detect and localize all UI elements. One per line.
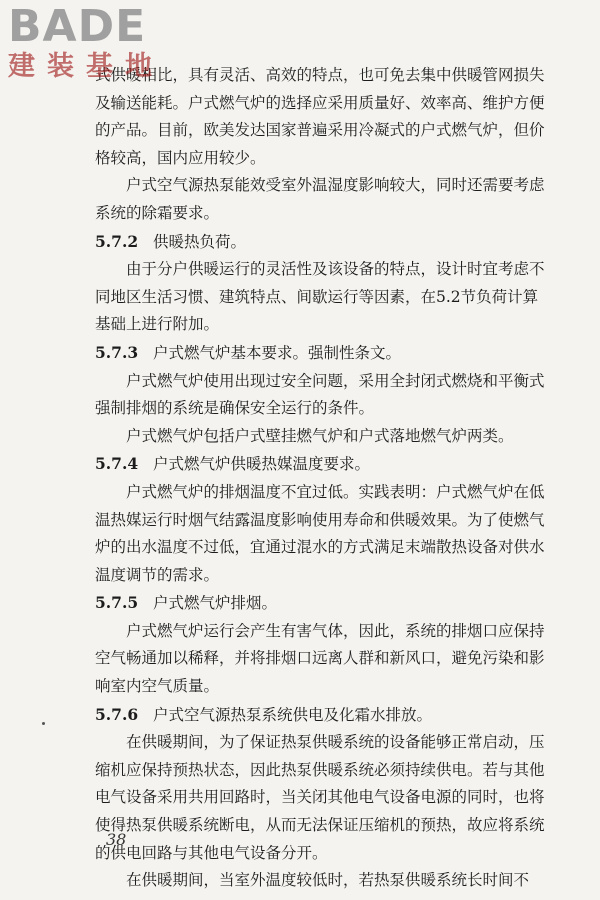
section-title: 供暖热负荷。 <box>153 232 247 251</box>
page-number: 38 <box>106 830 127 849</box>
body-paragraph: 户式燃气炉包括户式壁挂燃气炉和户式落地燃气炉两类。 <box>126 426 514 445</box>
section-heading <box>95 701 550 730</box>
watermark-latin-text: BADE <box>8 1 147 52</box>
section-number: 5.7.4 <box>95 454 139 474</box>
body-paragraph: 在供暖期间，当室外温度较低时，若热泵供暖系统长时间不 <box>126 871 530 890</box>
section-number: 5.7.3 <box>95 342 139 362</box>
body-paragraph: 在供暖期间，为了保证热泵供暖系统的设备能够正常启动，压缩机应保持预热状态，因此热泵供暖系统必须持续供电。若与其他电气设备采用共用回路时，当关闭其他电气设备电源的同时，也将使得热泵供暖系统断电，从而无法保证压缩机的预热，故应将系统的供电回路与其他电气设备分开。 <box>95 733 545 862</box>
section-heading <box>95 589 550 618</box>
bade-watermark-logo <box>8 1 178 92</box>
section-title: 户式燃气炉基本要求。强制性条文。 <box>153 343 402 362</box>
scan-speck <box>42 722 45 725</box>
section-heading <box>95 450 550 479</box>
section-heading <box>95 228 550 257</box>
body-paragraph: 户式燃气炉运行会产生有害气体，因此，系统的排烟口应保持空气畅通加以稀释，并将排烟口远离人群和新风口，避免污染和影响室内空气质量。 <box>95 621 545 696</box>
section-number: 5.7.2 <box>95 231 139 251</box>
section-title: 户式空气源热泵系统供电及化霜水排放。 <box>153 705 433 724</box>
body-paragraph: 户式燃气炉使用出现过安全问题，采用全封闭式燃烧和平衡式强制排烟的系统是确保安全运行的条件。 <box>95 371 545 418</box>
section-title: 户式燃气炉排烟。 <box>153 594 278 613</box>
body-paragraph: 由于分户供暖运行的灵活性及该设备的特点，设计时宜考虑不同地区生活习惯、建筑特点、间歇运行等因素，在5.2节负荷计算基础上进行附加。 <box>95 260 545 334</box>
section-number: 5.7.5 <box>95 593 139 613</box>
section-number: 5.7.6 <box>95 704 139 724</box>
body-paragraph: 户式空气源热泵能效受室外温湿度影响较大，同时还需要考虑系统的除霜要求。 <box>95 176 545 222</box>
watermark-chinese-text: 建装基地 <box>8 51 164 82</box>
body-paragraph: 户式燃气炉的排烟温度不宜过低。实践表明：户式燃气炉在低温热媒运行时烟气结露温度影响使用寿命和供暖效果。为了使燃气炉的出水温度不过低，宜通过混水的方式满足末端散热设备对供水温度调节的需求。 <box>95 482 545 584</box>
section-heading <box>95 339 550 368</box>
body-paragraph: 式供暖相比，具有灵活、高效的特点，也可免去集中供暖管网损失及输送能耗。户式燃气炉的选择应采用质量好、效率高、维护方便的产品。目前，欧美发达国家普遍采用冷凝式的户式燃气炉，但价格较高，国内应用较少。 <box>95 66 545 167</box>
section-title: 户式燃气炉供暖热媒温度要求。 <box>153 455 371 474</box>
document-body <box>95 62 550 895</box>
